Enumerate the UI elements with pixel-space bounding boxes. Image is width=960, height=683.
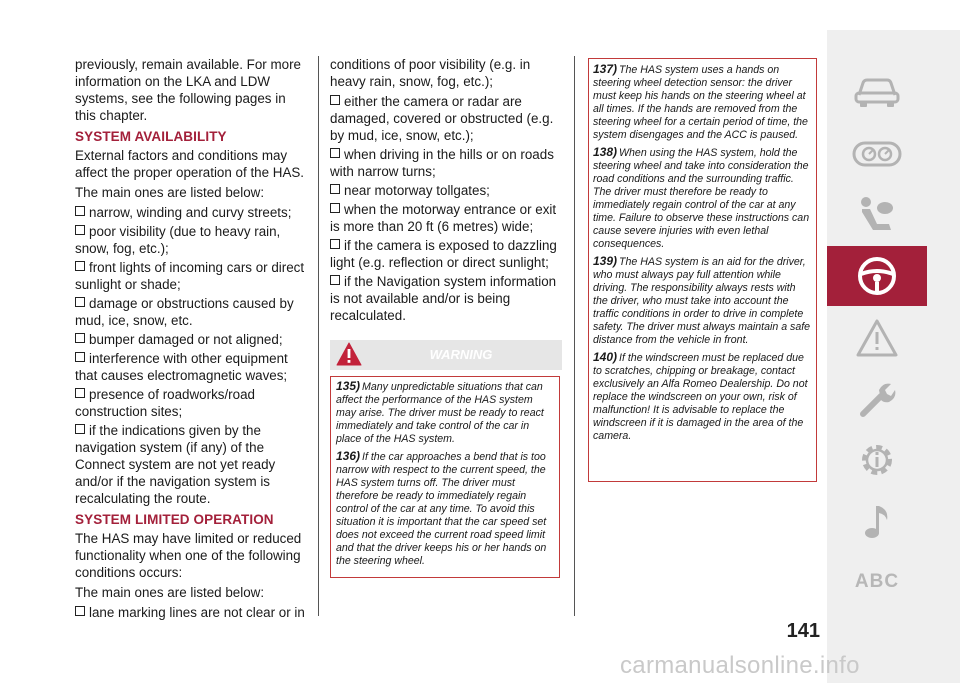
checkbox-bullet-icon [75,297,85,307]
checkbox-bullet-icon [330,184,340,194]
limited-text: The HAS may have limited or reduced functionality when one of the following conditions occurs: [75,531,302,580]
column-1 [75,56,305,623]
main-ones-text: The main ones are listed below: [75,185,265,200]
tab-settings[interactable] [827,430,927,490]
checkbox-bullet-icon [75,352,85,362]
warning-item: 136) If the car approaches a bend that is too narrow with respect to the current speed, the HAS system turns off. The driver must therefore be ready to immediately regain control of the car at any time. To avoid this situation it is important that the car speed set does not exceed the current road speed limit and that the driver keeps his or her hands on the steering wheel. [336,449,547,567]
steering-wheel-icon [855,254,899,298]
checkbox-bullet-icon [75,388,85,398]
column-divider [574,56,575,616]
warning-item: 135) Many unpredictable situations that can affect the performance of the HAS system may arise. The driver must be ready to react immediately and take control of the car in place of the HAS system. [336,379,544,445]
seat-airbag-icon [855,194,899,238]
dashboard-icon [852,139,902,169]
main-ones-text-2: The main ones are listed below: [75,585,265,600]
checkbox-bullet-icon [75,606,85,616]
warning-triangle-icon [855,318,899,358]
availability-heading: SYSTEM AVAILABILITY [75,129,227,144]
column-2 [330,56,562,326]
warning-box-2 [588,58,817,482]
list-item: narrow, winding and curvy streets; [75,204,305,221]
page-number: 141 [786,620,820,642]
tab-seat-airbag[interactable] [827,186,927,246]
music-note-icon [855,500,899,544]
list-item: when the motorway entrance or exit is more than 20 ft (6 metres) wide; [330,202,557,234]
continuation-text: conditions of poor visibility (e.g. in heavy rain, snow, fog, etc.); [330,57,531,89]
checkbox-bullet-icon [75,225,85,235]
list-item: interference with other equipment that causes electromagnetic waves; [75,351,288,383]
list-item: if the camera is exposed to dazzling light (e.g. reflection or direct sunlight; [330,238,557,270]
settings-gear-icon [855,438,899,482]
checkbox-bullet-icon [330,95,340,105]
wrench-icon [855,378,899,422]
checkbox-bullet-icon [75,424,85,434]
list-item: if the Navigation system information is not available and/or is being recalculated. [330,274,557,323]
limited-list-continued [330,93,562,324]
column-divider [318,56,319,616]
list-item: bumper damaged or not aligned; [75,331,305,348]
tab-dashboard[interactable] [827,124,927,184]
tab-wrench[interactable] [827,370,927,430]
list-item: lane marking lines are not clear or in [75,604,305,621]
list-item: poor visibility (due to heavy rain, snow, fog, etc.); [75,224,281,256]
limited-list [75,604,305,621]
warning-item: 139) The HAS system is an aid for the driver, who must always pay full attention while driving. The responsibility always rests with the driver, who must take into account the traffic conditions in order to drive in complete safety. The driver must always maintain a safe distance from the vehicle in front. [593,254,811,346]
watermark: carmanualsonline.info [620,652,860,679]
warning-header [330,340,562,370]
intro-paragraph: previously, remain available. For more information on the LKA and LDW systems, see the following pages in this chapter. [75,57,301,123]
tab-music[interactable] [827,492,927,552]
tab-steering-wheel[interactable] [827,246,927,306]
checkbox-bullet-icon [330,203,340,213]
tab-warning[interactable] [827,308,927,368]
limited-heading: SYSTEM LIMITED OPERATION [75,512,274,527]
checkbox-bullet-icon [330,239,340,249]
checkbox-bullet-icon [330,275,340,285]
warning-item: 138) When using the HAS system, hold the steering wheel and take into consideration the road conditions and the surrounding traffic. The driver must therefore be ready to immediately regain control of the car at any time. Failure to observe these instructions can cause severe injuries with even lethal consequences. [593,145,810,250]
list-item: presence of roadworks/road construction sites; [75,387,255,419]
checkbox-bullet-icon [75,206,85,216]
abc-index-icon: ABC [854,571,900,592]
list-item: if the indications given by the navigation system (if any) of the Connect system are not yet ready and/or if the navigation system is recalculating the route. [75,423,276,506]
checkbox-bullet-icon [330,148,340,158]
warning-box-1 [330,376,560,578]
warning-item: 137) The HAS system uses a hands on steering wheel detection sensor: the driver must keep his hands on the steering wheel at all times. If the hands are removed from the steering wheel for a certain period of time, the system disengages and the ACC is paused. [593,62,808,141]
list-item: front lights of incoming cars or direct sunlight or shade; [75,260,305,292]
list-item: either the camera or radar are damaged, covered or obstructed (e.g. by mud, ice, snow, etc.); [330,94,554,143]
list-item: damage or obstructions caused by mud, ice, snow, etc. [75,296,294,328]
list-item: when driving in the hills or on roads with narrow turns; [330,147,554,179]
checkbox-bullet-icon [75,333,85,343]
warning-item: 140) If the windscreen must be replaced due to scratches, chipping or breakage, contact exclusively an Alfa Romeo Dealership. Do not replace the windscreen on your own, risk of malfunction! It is advisable to replace the windscreen if it is damaged in the area of the camera. [593,350,808,442]
tab-abc-index[interactable] [827,552,927,612]
warning-title: WARNING [429,347,493,362]
tab-car[interactable] [827,62,927,122]
checkbox-bullet-icon [75,261,85,271]
list-item: near motorway tollgates; [330,182,562,199]
availability-list [75,204,305,507]
availability-text: External factors and conditions may affect the proper operation of the HAS. [75,148,305,180]
car-icon [853,75,901,109]
